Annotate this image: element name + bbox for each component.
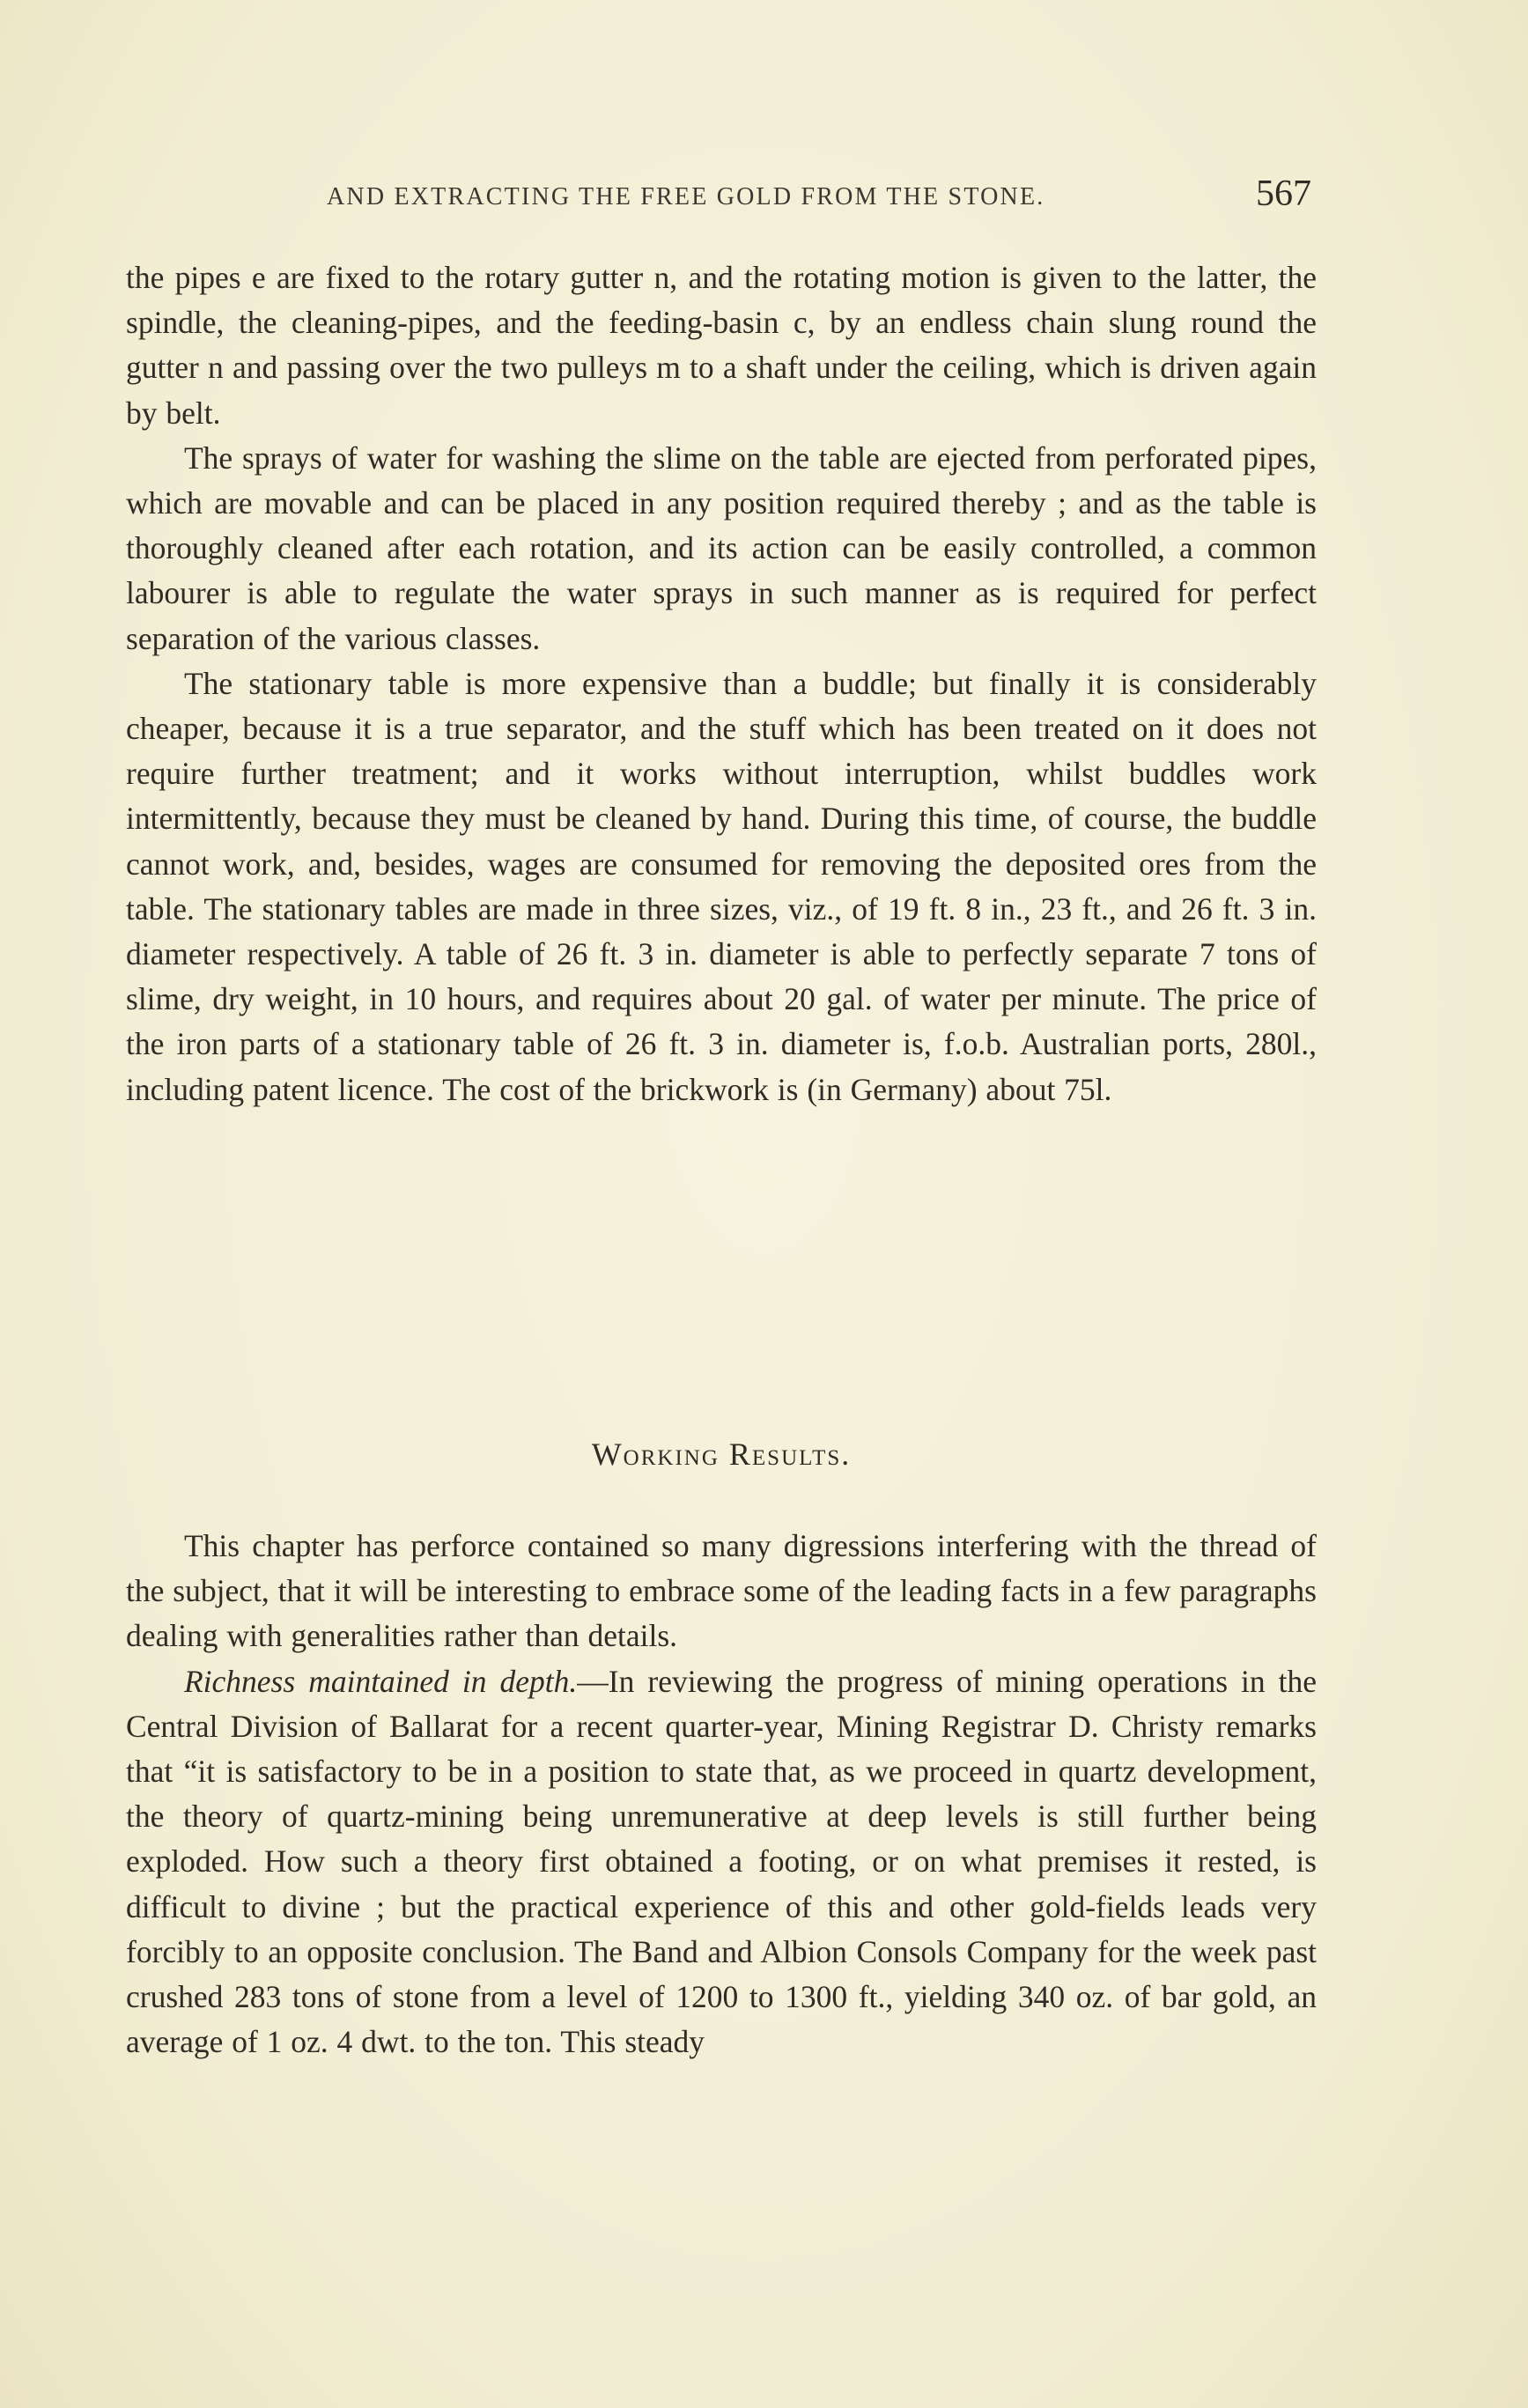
section-stationary-table <box>126 255 1317 1112</box>
paragraph <box>126 1659 1317 2065</box>
section-heading: Working Results. <box>591 1437 852 1472</box>
paragraph-subhead: Richness maintained in depth. <box>184 1663 578 1699</box>
running-head <box>126 173 1317 225</box>
paragraph: This chapter has perforce contained so many digressions interfering with the thread of the subject, that it will be interesting to embrace some of the leading facts in a few paragraphs dealing with generalities rather than details. <box>126 1528 1317 1654</box>
page-number: 567 <box>1256 174 1311 214</box>
paragraph-text: —In reviewing the progress of mining operations in the Central Division of Ballarat for a recent quarter-year, Mining Registrar D. Christy remarks that “it is satisfactory to be in a position to state that, as we proceed in quartz development, the theory of quartz-mining being unremunerative at deep levels is still further being exploded. How such a theory first obtained a footing, or on what premises it rested, is difficult to divine ; but the practical experience of this and other gold-fields leads very forcibly to an opposite conclusion. The Band and Albion Consols Company for the week past crushed 283 tons of stone from a level of 1200 to 1300 ft., yielding 340 oz. of bar gold, an average of 1 oz. 4 dwt. to the ton. This steady <box>126 1663 1317 2060</box>
section-working-results <box>126 1524 1317 2065</box>
running-title: AND EXTRACTING THE FREE GOLD FROM THE STONE. <box>327 183 1045 211</box>
paragraph: The sprays of water for washing the slime on the table are ejected from perforated pipes, which are movable and can be placed in any position required thereby ; and as the table is thoroughly cleaned after each rotation, and its action can be easily controlled, a common labourer is able to regulate the water sprays in such manner as is required for perfect separation of the various classes. <box>126 439 1317 656</box>
paragraph: The stationary table is more expensive than a buddle; but finally it is considerably cheaper, because it is a true separator, and the stuff which has been treated on it does not require further treatment; and it works without interruption, whilst buddles work intermittently, because they must be cleaned by hand. During this time, of course, the buddle cannot work, and, besides, wages are consumed for removing the deposited ores from the table. The stationary tables are made in three sizes, viz., of 19 ft. 8 in., 23 ft., and 26 ft. 3 in. diameter respectively. A table of 26 ft. 3 in. diameter is able to perfectly separate 7 tons of slime, dry weight, in 10 hours, and requires about 20 gal. of water per minute. The price of the iron parts of a stationary table of 26 ft. 3 in. diameter is, f.o.b. Australian ports, 280l., including patent licence. The cost of the brickwork is (in Germany) about 75l. <box>126 665 1317 1107</box>
paragraph: the pipes e are fixed to the rotary gutter n, and the rotating motion is given to the latter, the spindle, the cleaning-pipes, and the feeding-basin c, by an endless chain slung round the gutter n and passing over the two pulleys m to a shaft under the ceiling, which is driven again by belt. <box>126 260 1317 431</box>
